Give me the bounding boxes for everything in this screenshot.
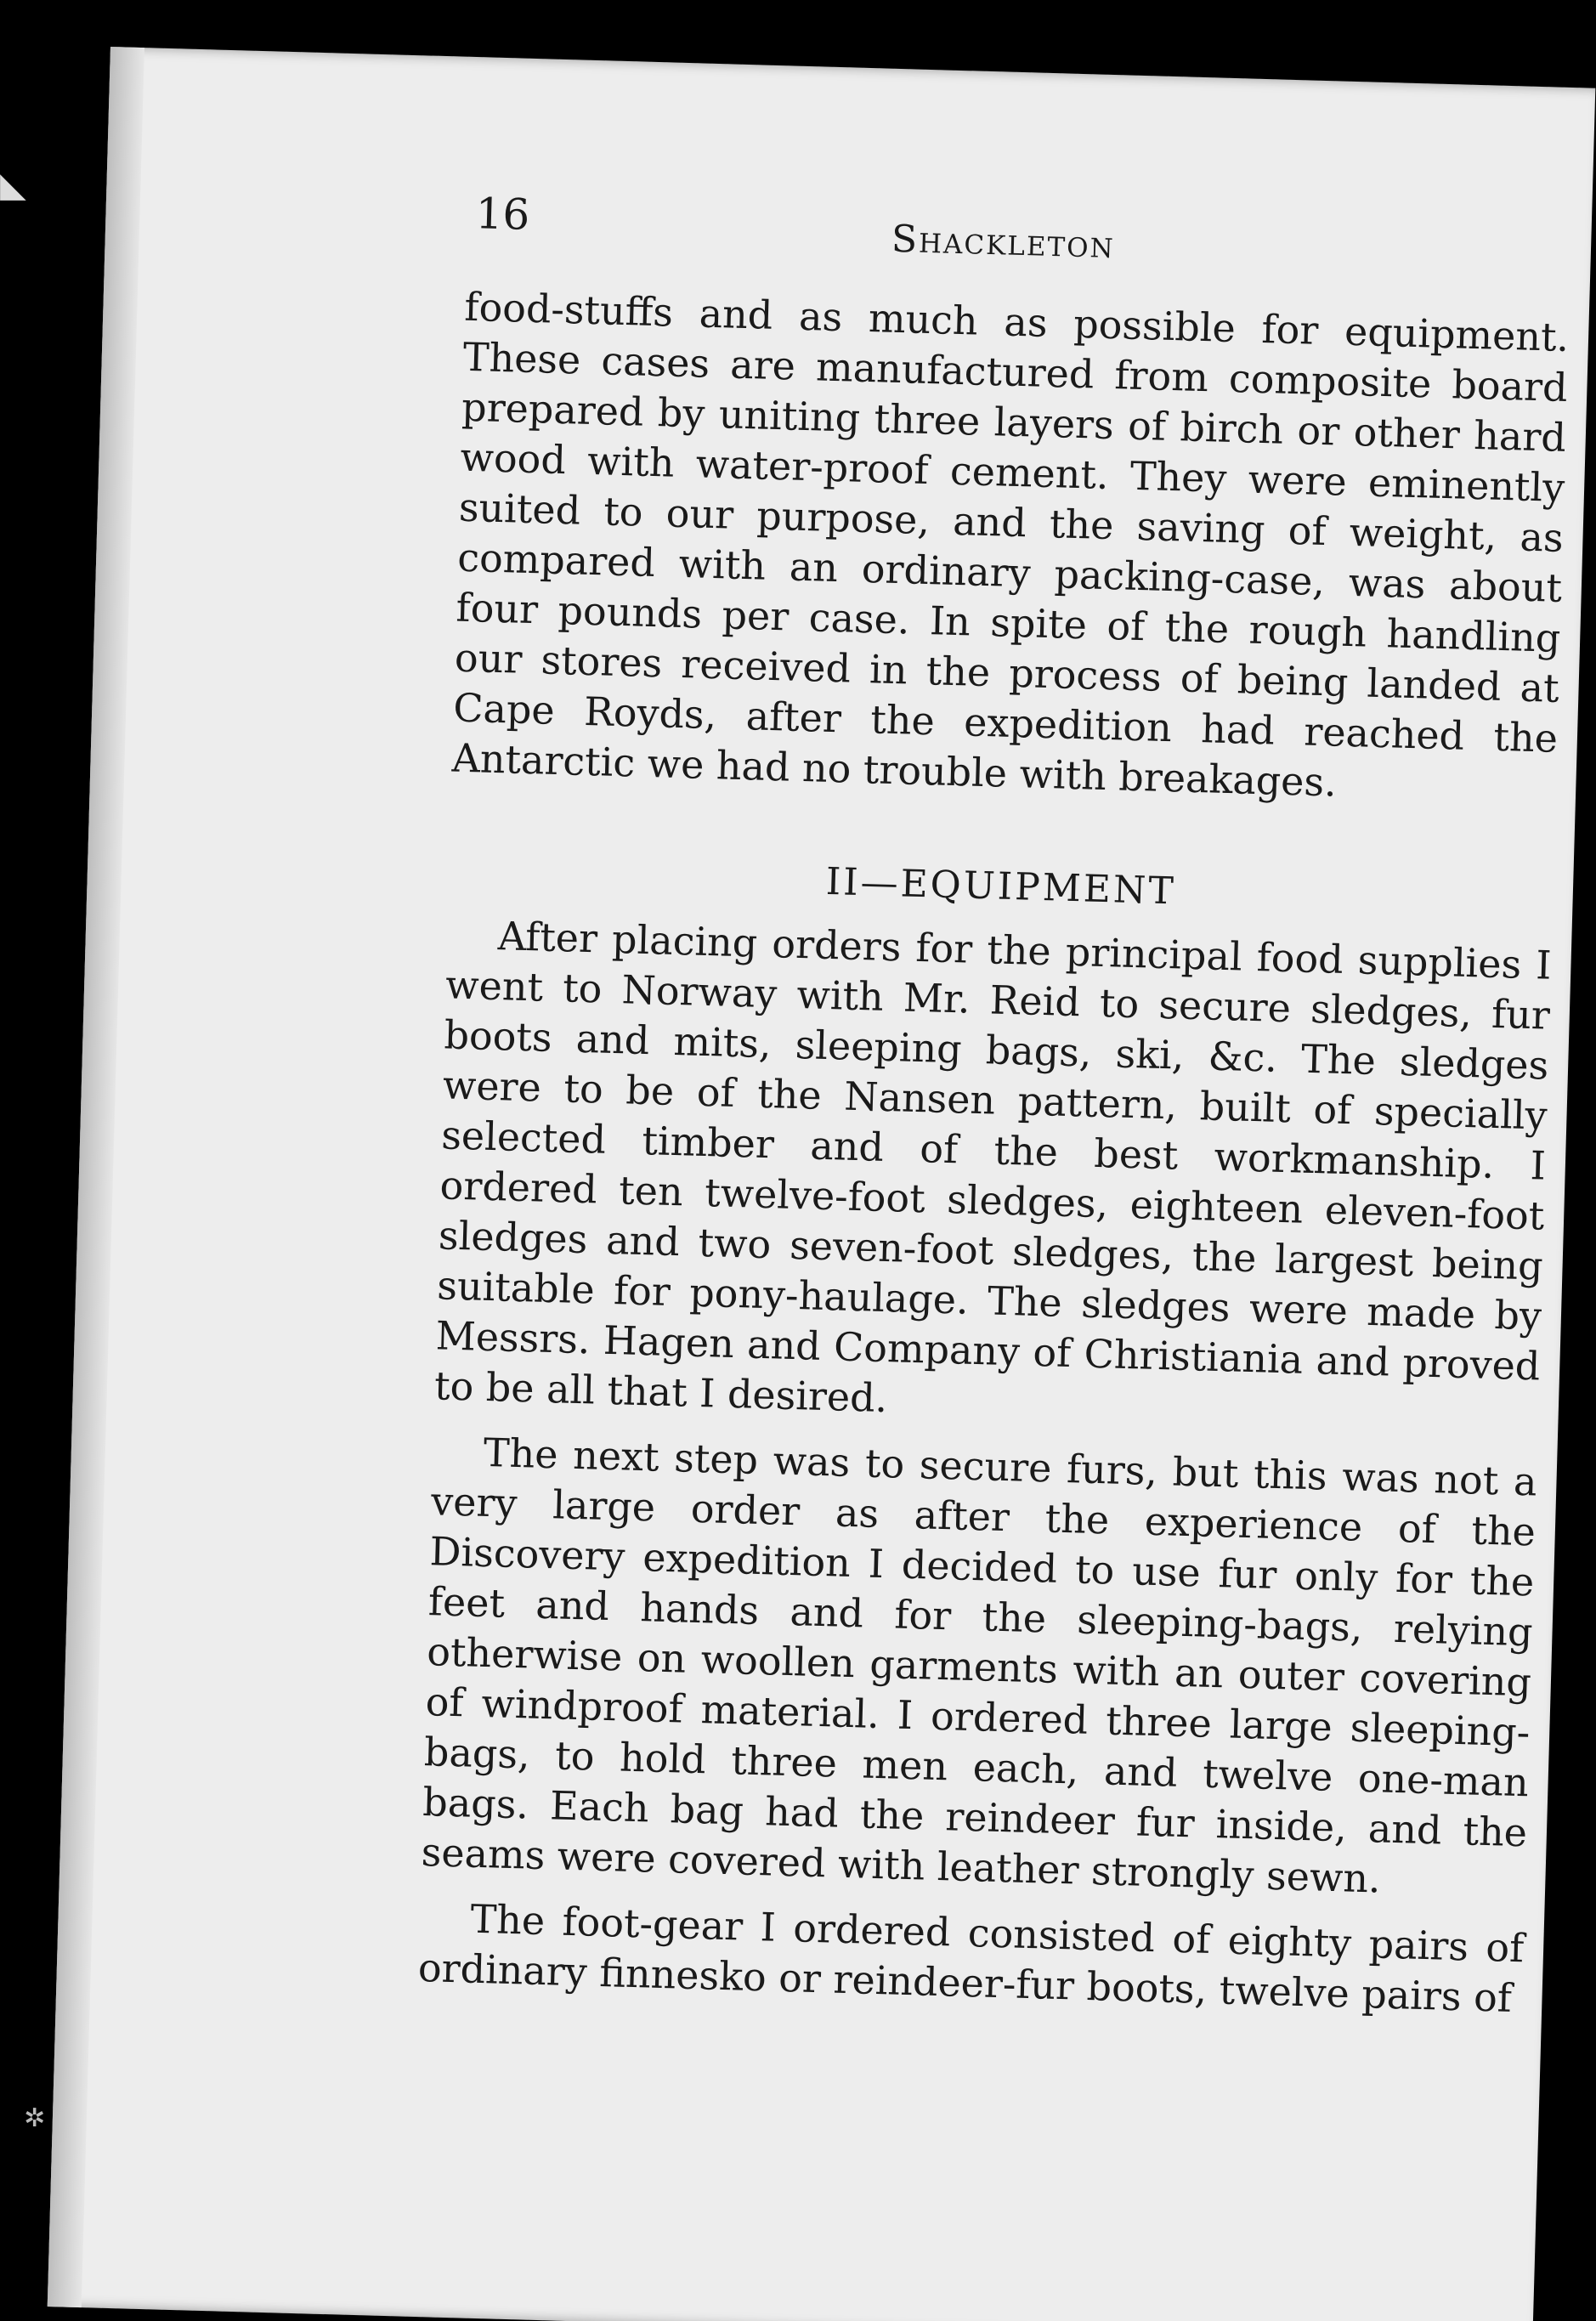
page-number: 16 [474, 189, 531, 240]
running-title: Shackleton [891, 217, 1116, 268]
margin-mark-icon: ✲ [24, 2103, 46, 2133]
margin-mark-icon: ◣ [0, 166, 26, 205]
section-heading: II—EQUIPMENT [825, 859, 1177, 914]
paragraph-continued: food-stuffs and as much as possible for equipment. These cases are manufactured from composite board prepared by uniting three layers of birch or other hard wood with water-proof cement. They were eminently suited to our purpose, and the saving of weight, as compared with an ordinary packing-case, was about four pounds per case. In spite of the rough handling our stores received in the process of being landed at Cape Royds, after the expedition had reached the Antarctic we had no trouble with breakages. [451, 283, 1570, 806]
page-gutter [48, 47, 144, 2307]
text-block [417, 189, 1572, 2024]
paragraph: The next step was to secure furs, but this was not a very large order as after the experience of the Discovery expedition I decided to use fur only for the feet and hands and for the sleeping-bags, relying otherwise on woollen garments with an outer covering of windproof material. I ordered three large sleeping-bags, to hold three men each, and twelve one-man bags. Each bag had the reindeer fur inside, and the seams were covered with leather strongly sewn. [421, 1429, 1538, 1902]
paragraph: The foot-gear I ordered consisted of eighty pairs of ordinary finnesko or reindeer-fur boots, twelve pairs of [417, 1895, 1525, 2021]
paragraph: After placing orders for the principal food supplies I went to Norway with Mr. Reid to secure sledges, fur boots and mits, sleeping bags, ski, &c. The sledges were to be of the Nansen pattern, built of specially selected timber and of the best workmanship. I ordered ten twelve-foot sledges, eighteen eleven-foot sledges and two seven-foot sledges, the largest being suitable for pony-haulage. The sledges were made by Messrs. Hagen and Company of Christiania and proved to be all that I desired. [433, 913, 1553, 1422]
book-page [48, 47, 1596, 2321]
